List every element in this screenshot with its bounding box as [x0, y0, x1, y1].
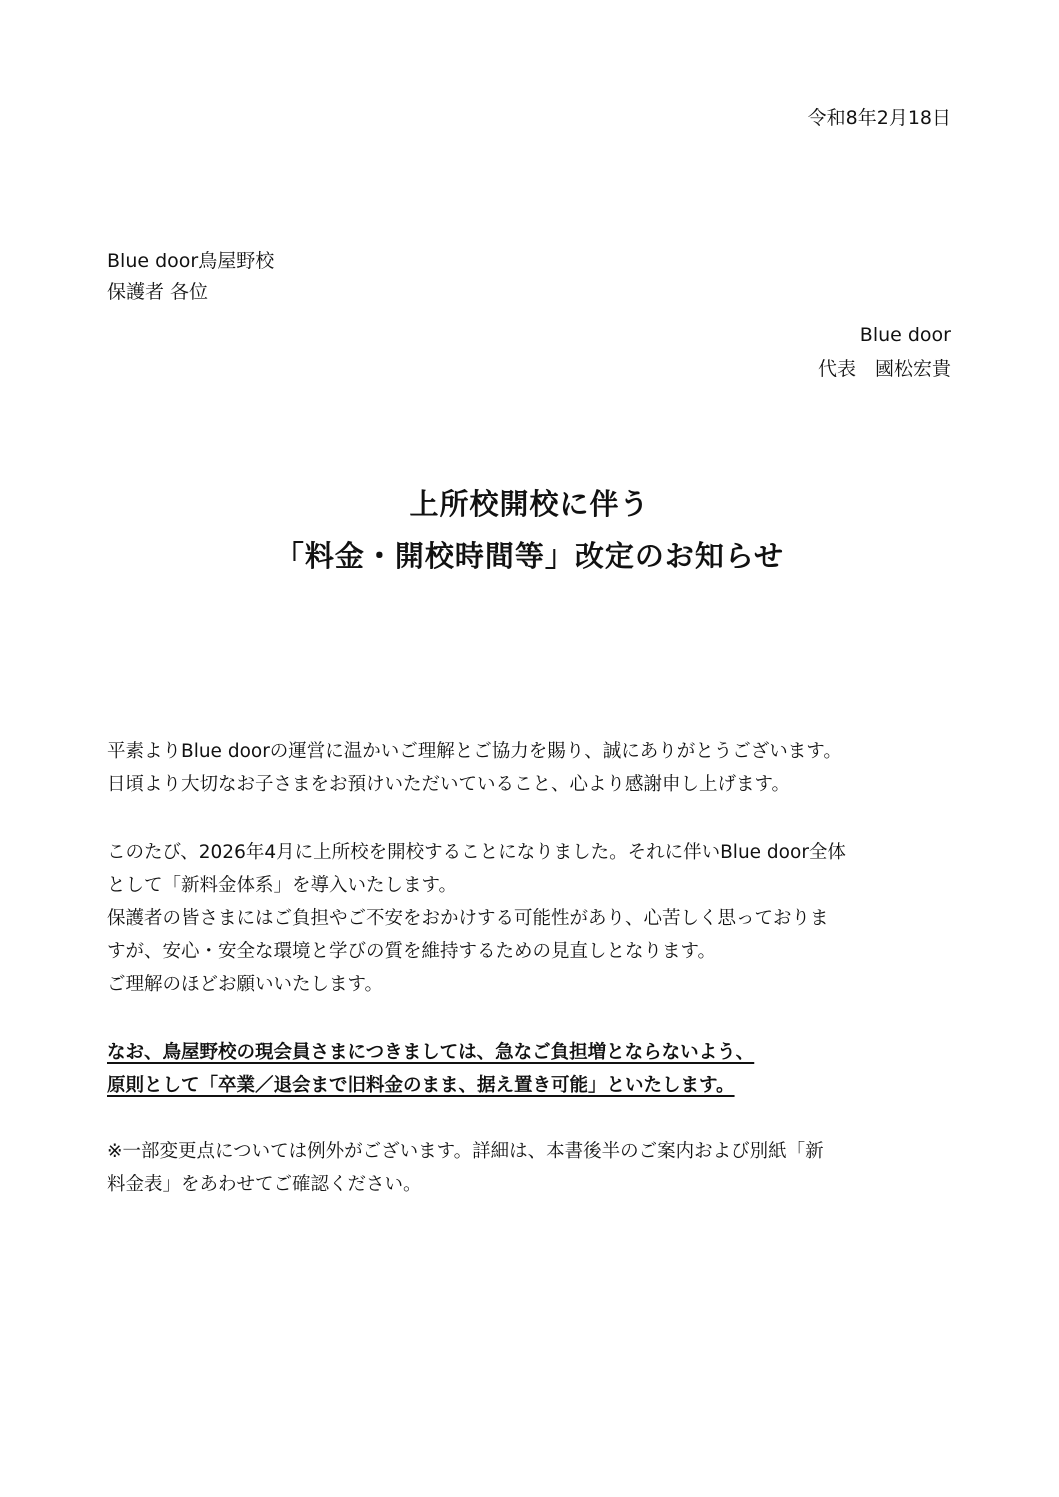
notice-line: なお、鳥屋野校の現会員さまにつきましては、急なご負担増とならないよう、 — [107, 1042, 755, 1063]
sender-block — [818, 318, 951, 386]
paragraph-line: 日頃より大切なお子さまをお預けいただいていること、心より感謝申し上げます。 — [107, 774, 791, 795]
notice-line: 原則として「卒業／退会まで旧料金のまま、据え置き可能」といたします。 — [107, 1075, 735, 1096]
recipient-block — [107, 246, 274, 308]
footnote-paragraph — [107, 1135, 957, 1201]
sender-representative: 代表 國松宏貴 — [817, 358, 951, 380]
title-line-1: 上所校開校に伴う — [409, 487, 650, 521]
recipient-addressee: 保護者 各位 — [107, 281, 209, 303]
paragraph-line: ご理解のほどお願いいたします。 — [107, 974, 384, 995]
title-line-2: 「料金・開校時間等」改定のお知らせ — [274, 539, 785, 573]
greeting-paragraph — [107, 735, 957, 801]
paragraph-line: として「新料金体系」を導入いたします。 — [107, 875, 458, 896]
paragraph-line: このたび、2026年4月に上所校を開校することになりました。それに伴いBlue door全体 — [107, 842, 846, 863]
footnote-line: ※一部変更点については例外がございます。詳細は、本書後半のご案内および別紙「新 — [107, 1141, 824, 1162]
paragraph-line: 平素よりBlue doorの運営に温かいご理解とご協力を賜り、誠にありがとうございます。 — [107, 741, 842, 762]
footnote-line: 料金表」をあわせてご確認ください。 — [107, 1174, 422, 1195]
paragraph-line: すが、安心・安全な環境と学びの質を維持するための見直しとなります。 — [107, 941, 717, 962]
paragraph-line: 保護者の皆さまにはご負担やご不安をおかけする可能性があり、心苦しく思っておりま — [107, 908, 829, 929]
document-date: 令和8年2月18日 — [807, 107, 951, 129]
recipient-school: Blue door鳥屋野校 — [107, 250, 275, 272]
important-notice — [107, 1036, 957, 1102]
announcement-paragraph — [107, 836, 957, 1001]
sender-organization: Blue door — [859, 324, 951, 346]
document-title — [0, 478, 1059, 582]
